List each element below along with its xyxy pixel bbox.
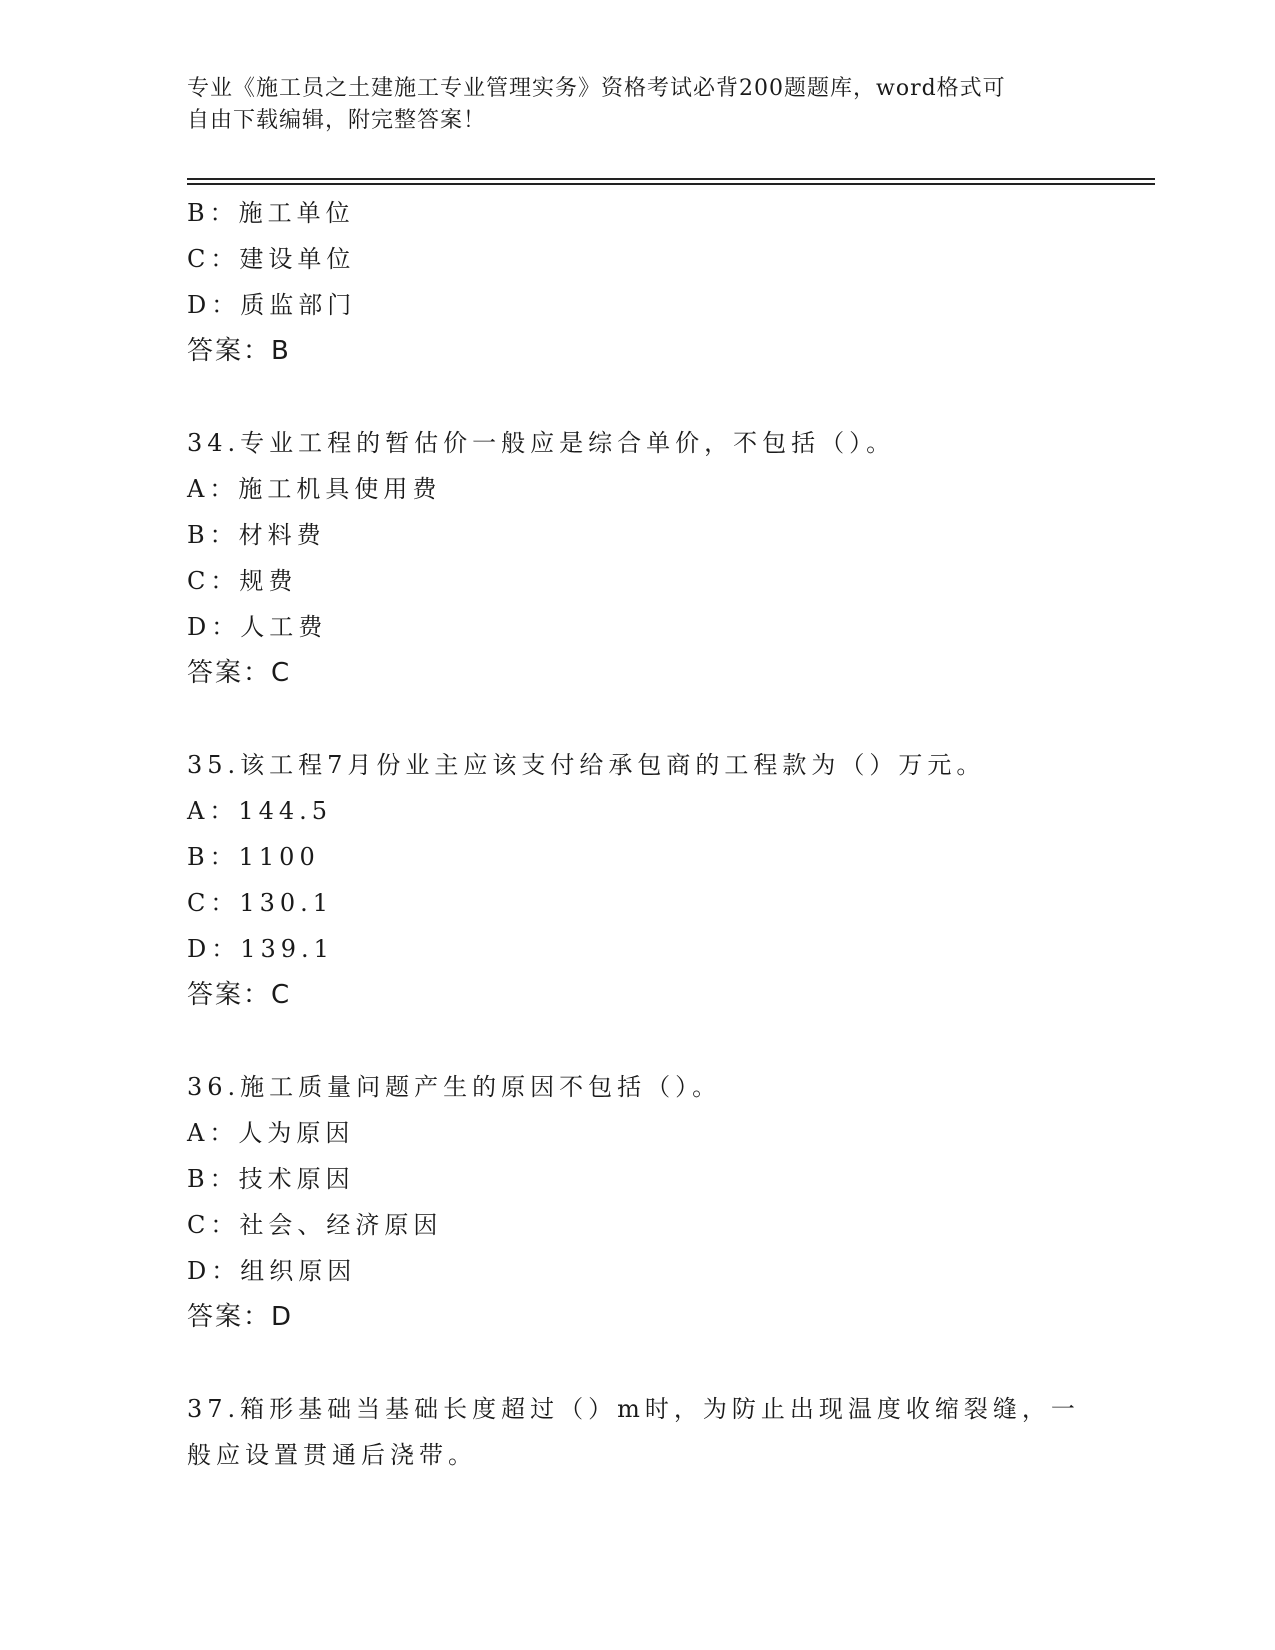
- answer: 答案：C: [187, 658, 292, 688]
- question-text: 36.施工质量问题产生的原因不包括（）。: [187, 1073, 722, 1101]
- question-list: [187, 190, 1087, 1478]
- header-line-2: 自由下载编辑，附完整答案！: [187, 108, 487, 133]
- question-36: [187, 1064, 1087, 1340]
- header-rule-top: [187, 178, 1155, 180]
- option-d: D：质监部门: [187, 291, 357, 319]
- option-b: B：施工单位: [187, 199, 355, 227]
- question-33-partial: [187, 190, 1087, 374]
- question-text: 35.该工程7月份业主应该支付给承包商的工程款为（）万元。: [187, 751, 986, 779]
- question-37: [187, 1386, 1087, 1478]
- option-a: A：施工机具使用费: [187, 475, 442, 503]
- answer: 答案：D: [187, 1302, 294, 1332]
- question-text: 34.专业工程的暂估价一般应是综合单价，不包括（）。: [187, 429, 896, 457]
- question-text-line-2: 般应设置贯通后浇带。: [187, 1441, 477, 1469]
- option-c: C：社会、经济原因: [187, 1211, 443, 1239]
- option-d: D：139.1: [187, 935, 334, 963]
- header-line-1: 专业《施工员之土建施工专业管理实务》资格考试必背200题题库，word格式可: [187, 76, 1006, 101]
- answer: 答案：C: [187, 980, 292, 1010]
- option-c: C：130.1: [187, 889, 334, 917]
- question-text-line-1: 37.箱形基础当基础长度超过（）m时，为防止出现温度收缩裂缝，一: [187, 1395, 1080, 1423]
- header-rule-bottom: [187, 183, 1155, 185]
- option-a: A：144.5: [187, 797, 333, 825]
- option-b: B：1100: [187, 843, 320, 871]
- option-d: D：人工费: [187, 613, 328, 641]
- option-a: A：人为原因: [187, 1119, 355, 1147]
- option-b: B：技术原因: [187, 1165, 355, 1193]
- option-d: D：组织原因: [187, 1257, 357, 1285]
- document-header: [187, 73, 1067, 137]
- option-b: B：材料费: [187, 521, 326, 549]
- option-c: C：建设单位: [187, 245, 356, 273]
- question-35: [187, 742, 1087, 1018]
- question-34: [187, 420, 1087, 696]
- option-c: C：规费: [187, 567, 298, 595]
- answer: 答案：B: [187, 336, 291, 366]
